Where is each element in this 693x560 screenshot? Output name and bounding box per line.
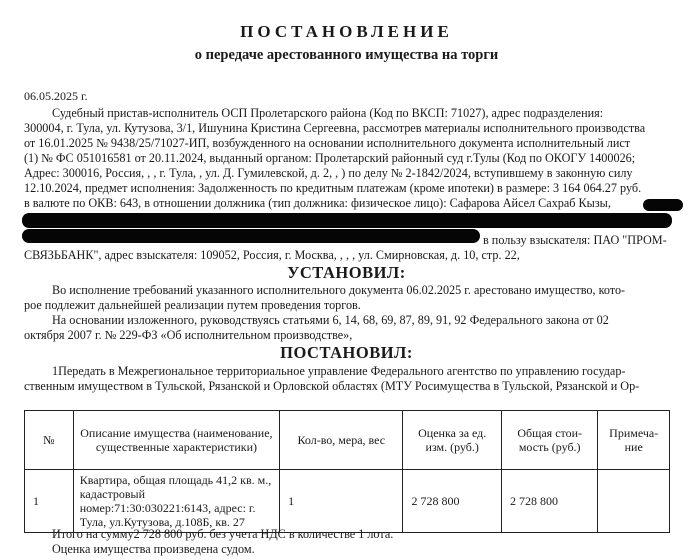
postanovil-line: 1Передать в Межрегиональное территориальное управление Федерального агентство по управлению государ- xyxy=(52,364,626,378)
ustanovil-line: октября 2007 г. № 229-ФЗ «Об исполнительном производстве», xyxy=(24,328,353,342)
body-line: 300004, г. Тула, ул. Кутузова, 3/1, Ишунина Кристина Сергеевна, рассмотрев материалы исполнительного производства xyxy=(24,121,646,135)
document-title: ПОСТАНОВЛЕНИЕ xyxy=(240,22,453,41)
postanovil-line: ственным имуществом в Тульской, Рязанской и Орловской областях (МТУ Росимущества в Тульской, Рязанской и Ор- xyxy=(24,379,640,393)
header-total: Общая стои-мость (руб.) xyxy=(501,411,597,470)
footer-line: Оценка имущества произведена судом. xyxy=(52,542,255,556)
redaction-mark xyxy=(22,229,480,243)
table-header-row xyxy=(25,411,670,470)
body-line: 12.10.2024, предмет исполнения: Задолженность по кредитным платежам (кроме ипотеки) в размере: 3 164 064.27 руб. xyxy=(24,181,642,195)
document-subtitle: о передаче арестованного имущества на торги xyxy=(194,47,499,63)
property-table xyxy=(24,410,670,533)
redaction-mark xyxy=(22,213,672,228)
ustanovil-line: На основании изложенного, руководствуясь статьями 6, 14, 68, 69, 87, 89, 91, 92 Федерального закона от 02 xyxy=(52,313,609,327)
table-row xyxy=(25,470,670,533)
cell-num: 1 xyxy=(25,470,74,533)
cell-note xyxy=(598,470,670,533)
body-line: Адрес: 300016, Россия, , , г. Тула, , ул. Д. Гумилевской, д. 2, , ) по делу № 2-1842/2024, вступившему в законную силу xyxy=(24,166,633,180)
cell-quantity: 1 xyxy=(280,470,403,533)
redaction-mark xyxy=(643,199,683,211)
footer-line: Итого на сумму2 728 800 руб. без учета НДС в количестве 1 лота. xyxy=(52,527,394,541)
creditor-line: СВЯЗЬБАНК", адрес взыскателя: 109052, Россия, г. Москва, , , , ул. Смирновская, д. 10, стр. 22, xyxy=(24,248,520,262)
header-description: Описание имущества (наименование, существенные характеристики) xyxy=(73,411,279,470)
body-line: в валюте по ОКВ: 643, в отношении должника (тип должника: физическое лицо): Сафарова Айсел Сахраб Кызы, xyxy=(24,196,611,210)
header-num: № xyxy=(25,411,74,470)
body-line: Судебный пристав-исполнитель ОСП Пролетарского района (Код по ВКСП: 71027), адрес подразделения: xyxy=(52,106,604,120)
ustanovil-line: рое подлежит дальнейшей реализации путем проведения торгов. xyxy=(24,298,361,312)
section-ustanovil: УСТАНОВИЛ: xyxy=(287,263,406,282)
cell-unit-price: 2 728 800 xyxy=(403,470,502,533)
document-date: 06.05.2025 г. xyxy=(24,89,88,103)
header-unit-price: Оценка за ед. изм. (руб.) xyxy=(403,411,502,470)
body-line: от 16.01.2025 № 9438/25/71027-ИП, возбужденного на основании исполнительного документа исполнительный лист xyxy=(24,136,631,150)
ustanovil-line: Во исполнение требований указанного исполнительного документа 06.02.2025 г. арестовано имущество, кото- xyxy=(52,283,626,297)
section-postanovil: ПОСТАНОВИЛ: xyxy=(280,343,413,362)
header-quantity: Кол-во, мера, вес xyxy=(280,411,403,470)
cell-description: Квартира, общая площадь 41,2 кв. м., кадастровый номер:71:30:030221:6143, адрес: г. Тула, ул.Кутузова, д.108Б, кв. 27 xyxy=(73,470,279,533)
creditor-line: в пользу взыскателя: ПАО "ПРОМ- xyxy=(483,233,667,247)
body-line: (1) № ФС 051016581 от 20.11.2024, выданный органом: Пролетарский районный суд г.Тулы (Код по ОКОГУ 1400026; xyxy=(24,151,636,165)
header-note: Примеча-ние xyxy=(598,411,670,470)
cell-total: 2 728 800 xyxy=(501,470,597,533)
